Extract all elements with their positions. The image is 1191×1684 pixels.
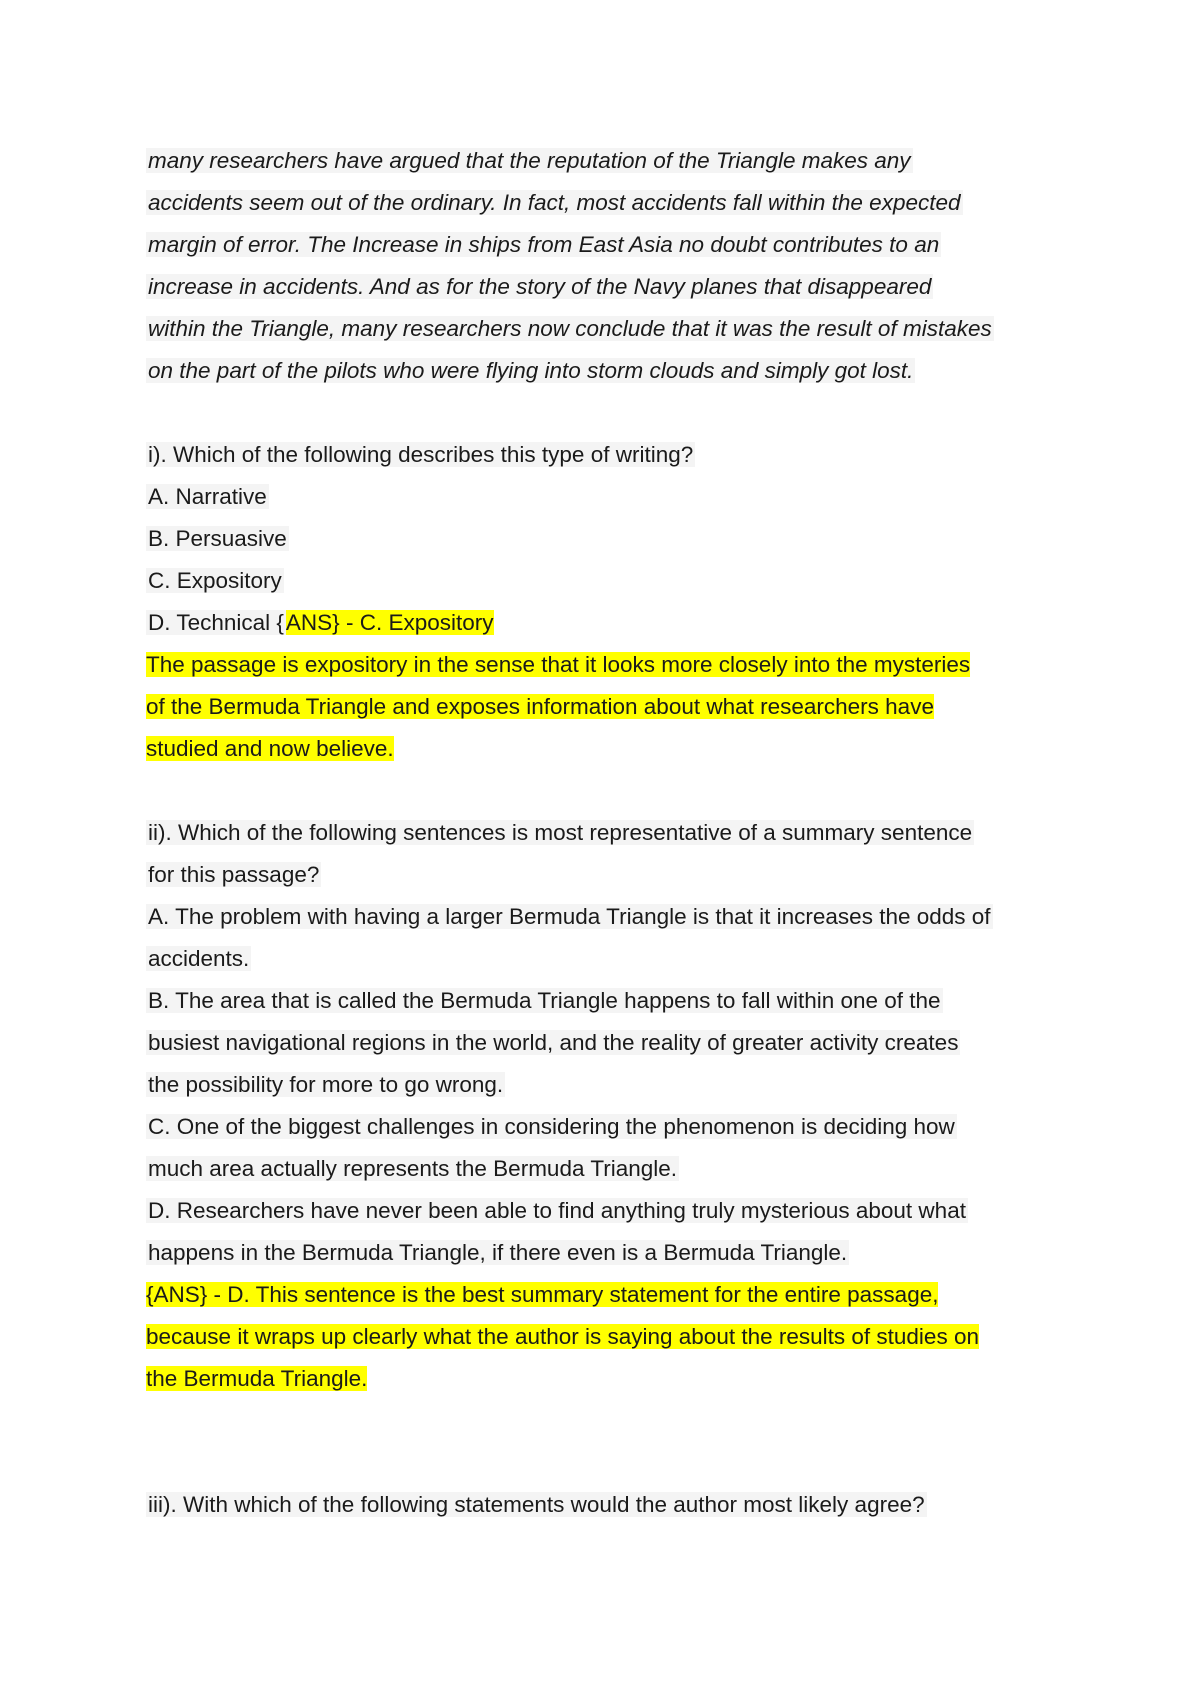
question-1-explanation-line: The passage is expository in the sense that it looks more closely into the mysteries [146,652,971,677]
passage-line: margin of error. The Increase in ships from East Asia no doubt contributes to an [148,232,940,257]
question-2-option-line: B. The area that is called the Bermuda Triangle happens to fall within one of the [148,988,941,1013]
passage-line: within the Triangle, many researchers now conclude that it was the result of mistakes [148,316,992,341]
question-2 [146,812,1066,1400]
question-3-prompt: iii). With which of the following statements would the author most likely agree? [148,1492,925,1517]
question-1-option-d: D. Technical { [148,610,284,635]
passage-line: accidents seem out of the ordinary. In fact, most accidents fall within the expected [148,190,961,215]
question-2-option-line: busiest navigational regions in the world, and the reality of greater activity creates [148,1030,959,1055]
question-2-prompt-line: ii). Which of the following sentences is most representative of a summary sentence [148,820,973,845]
question-2-answer-line: {ANS} - D. This sentence is the best summary statement for the entire passage, [146,1282,939,1307]
question-2-answer-line: the Bermuda Triangle. [146,1366,368,1391]
passage-line: many researchers have argued that the reputation of the Triangle makes any [148,148,911,173]
question-2-answer-line: because it wraps up clearly what the author is saying about the results of studies on [146,1324,979,1349]
question-1-explanation-line: studied and now believe. [146,736,394,761]
question-2-option-line: much area actually represents the Bermuda Triangle. [148,1156,678,1181]
question-2-option-line: the possibility for more to go wrong. [148,1072,504,1097]
question-2-option-line: C. One of the biggest challenges in considering the phenomenon is deciding how [148,1114,955,1139]
question-1-prompt: i). Which of the following describes this type of writing? [148,442,694,467]
question-1-option-b: B. Persuasive [148,526,287,551]
passage-line: on the part of the pilots who were flying into storm clouds and simply got lost. [148,358,914,383]
question-1 [146,434,1066,770]
passage [146,140,1066,392]
question-2-option-line: A. The problem with having a larger Bermuda Triangle is that it increases the odds of [148,904,991,929]
question-1-answer: ANS} - C. Expository [285,610,494,635]
question-1-explanation-line: of the Bermuda Triangle and exposes information about what researchers have [146,694,934,719]
question-2-option-line: D. Researchers have never been able to find anything truly mysterious about what [148,1198,966,1223]
question-2-option-line: accidents. [148,946,250,971]
page-content [146,140,1066,1526]
question-1-option-c: C. Expository [148,568,282,593]
question-1-option-a: A. Narrative [148,484,267,509]
question-2-option-line: happens in the Bermuda Triangle, if there even is a Bermuda Triangle. [148,1240,848,1265]
passage-line: increase in accidents. And as for the story of the Navy planes that disappeared [148,274,932,299]
question-3 [146,1484,1066,1526]
question-2-prompt-line: for this passage? [148,862,320,887]
